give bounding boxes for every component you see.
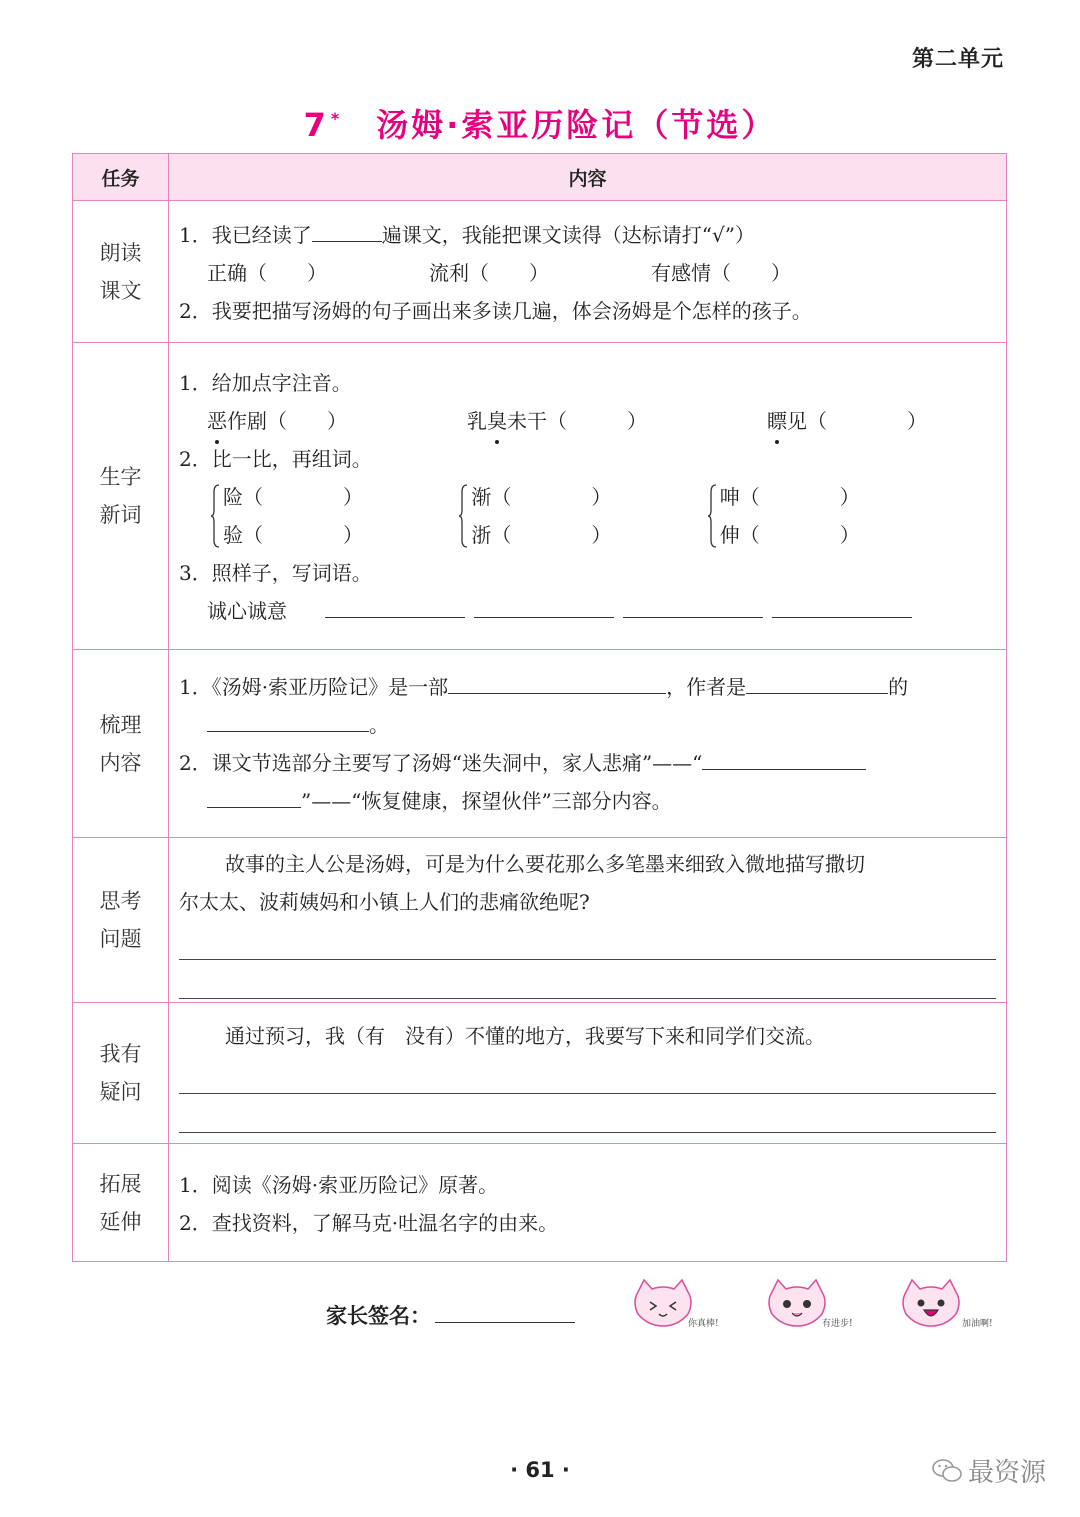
paragraph: 尔太太、波莉姨妈和小镇上人们的悲痛欲绝呢? xyxy=(179,890,590,914)
table-header-row xyxy=(73,154,1007,201)
content-cell: 1．《汤姆·索亚历险记》是一部 ，作者是 的 。 2．课文节选部分主要写了汤姆“迷失洞中，家人悲痛”——“ ”——“恢复健康，探望伙伴”三部分内容。 xyxy=(169,650,1007,838)
brace-icon xyxy=(211,484,220,548)
example-word: 诚心诚意 xyxy=(207,599,287,623)
content-cell xyxy=(169,1144,1007,1262)
answer-blank[interactable] xyxy=(474,595,614,618)
word-item: 瞟见（ ） xyxy=(767,409,927,433)
answer-blank[interactable] xyxy=(312,219,382,242)
content-cell xyxy=(169,1003,1007,1144)
sticker-caption: 有进步! xyxy=(822,1319,853,1329)
paragraph: 故事的主人公是汤姆，可是为什么要花那么多笔墨来细致入微地描写撒切 xyxy=(225,852,865,876)
content-cell xyxy=(169,343,1007,650)
writing-line[interactable] xyxy=(179,1055,996,1094)
lesson-title xyxy=(0,100,1080,146)
unit-label: 第二单元 xyxy=(911,47,1004,72)
signature-blank[interactable] xyxy=(435,1300,575,1323)
answer-blank[interactable] xyxy=(746,671,888,694)
word-item: 恶作剧（ ） xyxy=(207,402,467,440)
table-row xyxy=(73,1144,1007,1262)
writing-line[interactable] xyxy=(179,921,996,960)
watermark: 最资源 xyxy=(932,1452,1046,1489)
table-row xyxy=(73,650,1007,838)
task-cell: 思考 问题 xyxy=(73,838,169,1003)
compare-group: 险（ ） 验（ ） xyxy=(223,478,465,554)
sticker-caption: 你真棒! xyxy=(688,1319,719,1329)
compare-group: 呻（ ） 伸（ ） xyxy=(720,478,860,554)
answer-blank[interactable] xyxy=(623,595,763,618)
task-cell: 拓展 延伸 xyxy=(73,1144,169,1262)
lesson-number: 7 * xyxy=(303,106,343,144)
compare-groups xyxy=(179,478,996,554)
sticker-great xyxy=(628,1278,719,1334)
writing-line[interactable] xyxy=(179,1094,996,1133)
table-row xyxy=(73,343,1007,650)
answer-blank[interactable] xyxy=(772,595,912,618)
table-row xyxy=(73,838,1007,1003)
question: 3．照样子，写词语。 xyxy=(179,561,372,585)
cat-icon xyxy=(896,1278,966,1330)
answer-blank[interactable] xyxy=(448,671,666,694)
writing-line[interactable] xyxy=(179,960,996,999)
word-item: 乳臭未干（ ） xyxy=(467,402,767,440)
answer-blank[interactable] xyxy=(325,595,465,618)
option-fluent[interactable]: 流利（ ） xyxy=(429,261,549,285)
brace-icon xyxy=(459,484,468,548)
page-number: · 61 · xyxy=(510,1458,570,1482)
task-cell: 朗读 课文 xyxy=(73,201,169,343)
text: 1．我已经读了 xyxy=(179,223,312,247)
option-correct[interactable]: 正确（ ） xyxy=(207,261,327,285)
text: 遍课文，我能把课文读得（达标请打“√”） xyxy=(381,223,755,247)
brace-icon xyxy=(708,484,717,548)
text: 2．我要把描写汤姆的句子画出来多读几遍，体会汤姆是个怎样的孩子。 xyxy=(179,299,812,323)
wechat-icon xyxy=(932,1458,962,1484)
content-cell xyxy=(169,838,1007,1003)
lesson-title-text: 汤姆·索亚历险记（节选） xyxy=(376,106,777,144)
paragraph: 通过预习，我（有 没有）不懂的地方，我要写下来和同学们交流。 xyxy=(225,1024,825,1048)
table-row xyxy=(73,201,1007,343)
task-cell: 我有 疑问 xyxy=(73,1003,169,1144)
option-emotion[interactable]: 有感情（ ） xyxy=(651,261,791,285)
col-task-header: 任务 xyxy=(73,154,169,201)
text: 1．阅读《汤姆·索亚历险记》原著。 xyxy=(179,1173,499,1197)
task-cell: 生字 新词 xyxy=(73,343,169,650)
compare-group: 渐（ ） 浙（ ） xyxy=(471,478,713,554)
answer-blank[interactable] xyxy=(702,747,866,770)
sticker-caption: 加油啊! xyxy=(962,1319,993,1329)
task-cell: 梳理 内容 xyxy=(73,650,169,838)
task-table xyxy=(72,153,1007,1262)
text: 2．查找资料，了解马克·吐温名字的由来。 xyxy=(179,1211,559,1235)
answer-blank[interactable] xyxy=(207,785,301,808)
parent-signature: 家长签名： xyxy=(326,1300,575,1330)
sticker-progress xyxy=(762,1278,853,1334)
col-content-header: 内容 xyxy=(169,154,1007,201)
question: 2．比一比，再组词。 xyxy=(179,447,372,471)
sticker-cheer xyxy=(896,1278,993,1334)
table-row xyxy=(73,1003,1007,1144)
content-cell xyxy=(169,201,1007,343)
question: 1．给加点字注音。 xyxy=(179,371,352,395)
answer-blank[interactable] xyxy=(207,709,369,732)
